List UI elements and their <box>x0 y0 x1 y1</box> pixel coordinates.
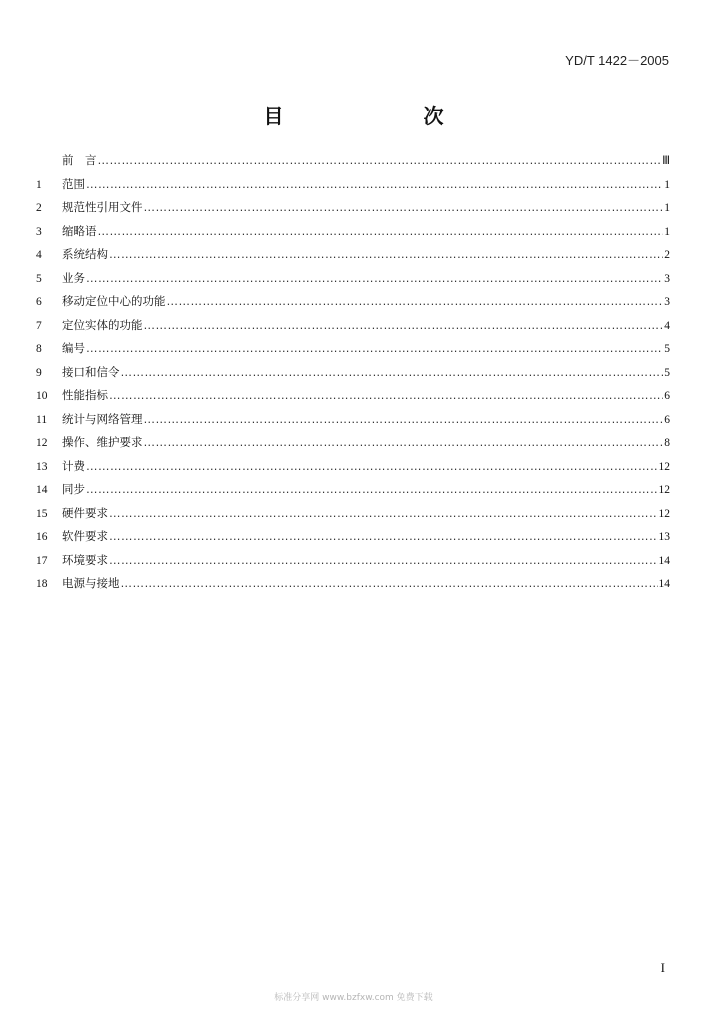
toc-entry-title: 定位实体的功能 <box>62 317 143 332</box>
toc-entry-page: 12 <box>658 460 670 473</box>
toc-entry-page: 12 <box>658 507 670 520</box>
toc-dot-leader <box>144 412 664 426</box>
toc-title: 目 次 <box>263 104 504 128</box>
toc-entry-page: 8 <box>664 437 670 449</box>
toc-entry-number: 1 <box>36 178 42 191</box>
toc-entry-page: 1 <box>664 178 670 191</box>
toc-entry-number: 8 <box>36 343 42 355</box>
toc-entry-number: 12 <box>36 437 48 449</box>
toc-entry-title: 操作、维护要求 <box>62 435 143 449</box>
toc-entry-page: 14 <box>658 578 670 590</box>
toc-entry-title: 移动定位中心的功能 <box>62 294 166 308</box>
toc-entry-page: 4 <box>664 319 670 332</box>
toc-entry[interactable] <box>36 223 670 247</box>
toc-entry-page: 2 <box>664 249 670 261</box>
toc-dot-leader <box>86 341 663 355</box>
toc-entry-page: 3 <box>664 296 670 308</box>
toc-entry-number: 16 <box>36 531 48 543</box>
toc-dot-leader <box>109 388 663 402</box>
toc-dot-leader <box>109 529 658 543</box>
toc-dot-leader <box>109 247 663 261</box>
toc-entry-page: 6 <box>664 413 670 426</box>
toc-dot-leader <box>86 177 663 191</box>
toc-entry-number: 4 <box>36 249 42 261</box>
toc-entry-number: 10 <box>36 390 48 402</box>
toc-entry-title: 计费 <box>62 458 85 473</box>
toc-entry-number: 7 <box>36 319 42 332</box>
toc-entry[interactable] <box>36 176 670 200</box>
toc-entry-number: 11 <box>36 413 48 426</box>
standard-code: YD/T 1422－2005 <box>565 53 669 68</box>
toc-entry-page: 14 <box>658 554 670 567</box>
toc-entry-title: 软件要求 <box>62 529 108 543</box>
toc-entry-title: 环境要求 <box>62 552 108 567</box>
toc-entry-title: 缩略语 <box>62 223 97 238</box>
toc-entry[interactable] <box>36 387 670 411</box>
toc-entry-number: 2 <box>36 202 42 214</box>
toc-entry-title: 前 言 <box>62 153 97 167</box>
toc-entry[interactable] <box>36 199 670 223</box>
toc-entry[interactable] <box>36 293 670 317</box>
toc-dot-leader <box>167 294 664 308</box>
toc-entry-title: 编号 <box>62 341 85 355</box>
watermark: 标准分享网 www.bzfxw.com 免费下载 <box>274 993 433 1003</box>
toc-entry[interactable] <box>36 434 670 458</box>
table-of-contents <box>36 152 670 599</box>
toc-entry-page: 12 <box>658 484 670 496</box>
toc-entry[interactable] <box>36 411 670 435</box>
toc-entry-title: 业务 <box>62 270 85 285</box>
toc-dot-leader <box>144 318 664 332</box>
toc-entry-page: Ⅲ <box>662 155 670 167</box>
toc-entry[interactable] <box>36 481 670 505</box>
toc-dot-leader <box>86 459 658 473</box>
toc-entry[interactable] <box>36 340 670 364</box>
toc-entry[interactable] <box>36 505 670 529</box>
toc-entry-number: 15 <box>36 507 48 520</box>
toc-entry-number: 17 <box>36 554 48 567</box>
toc-entry-page: 5 <box>664 343 670 355</box>
toc-dot-leader <box>121 365 664 379</box>
toc-dot-leader <box>144 435 664 449</box>
toc-entry[interactable] <box>36 364 670 388</box>
toc-entry-number: 14 <box>36 484 48 496</box>
toc-dot-leader <box>121 576 658 590</box>
toc-entry-number: 3 <box>36 225 42 238</box>
toc-entry-page: 5 <box>664 366 670 379</box>
toc-dot-leader <box>86 482 658 496</box>
toc-entry-page: 3 <box>664 272 670 285</box>
toc-entry[interactable] <box>36 317 670 341</box>
toc-entry-title: 电源与接地 <box>62 576 120 590</box>
toc-entry[interactable] <box>36 528 670 552</box>
toc-entry-number: 5 <box>36 272 42 285</box>
toc-entry-number: 13 <box>36 460 48 473</box>
toc-entry[interactable] <box>36 270 670 294</box>
toc-entry-title: 接口和信令 <box>62 364 120 379</box>
toc-dot-leader <box>98 224 664 238</box>
toc-entry[interactable] <box>36 575 670 599</box>
toc-entry-title: 性能指标 <box>62 388 108 402</box>
toc-dot-leader <box>109 506 658 520</box>
toc-dot-leader <box>86 271 663 285</box>
toc-entry-number: 9 <box>36 366 42 379</box>
toc-dot-leader <box>144 200 664 214</box>
page-number: I <box>660 960 665 975</box>
toc-dot-leader <box>98 153 662 167</box>
toc-entry-title: 范围 <box>62 176 85 191</box>
toc-entry-page: 6 <box>664 390 670 402</box>
toc-entry-number: 6 <box>36 296 42 308</box>
toc-entry-page: 1 <box>664 202 670 214</box>
toc-dot-leader <box>109 553 658 567</box>
toc-entry[interactable] <box>36 458 670 482</box>
toc-entry-page: 13 <box>658 531 670 543</box>
toc-entry-number: 18 <box>36 578 48 590</box>
toc-entry-title: 系统结构 <box>62 247 108 261</box>
toc-entry-page: 1 <box>664 225 670 238</box>
toc-entry-title: 硬件要求 <box>62 505 108 520</box>
toc-entry-title: 同步 <box>62 482 85 496</box>
toc-entry-title: 统计与网络管理 <box>62 411 143 426</box>
toc-entry[interactable] <box>36 152 670 176</box>
toc-entry-title: 规范性引用文件 <box>62 200 143 214</box>
toc-entry[interactable] <box>36 552 670 576</box>
toc-entry[interactable] <box>36 246 670 270</box>
